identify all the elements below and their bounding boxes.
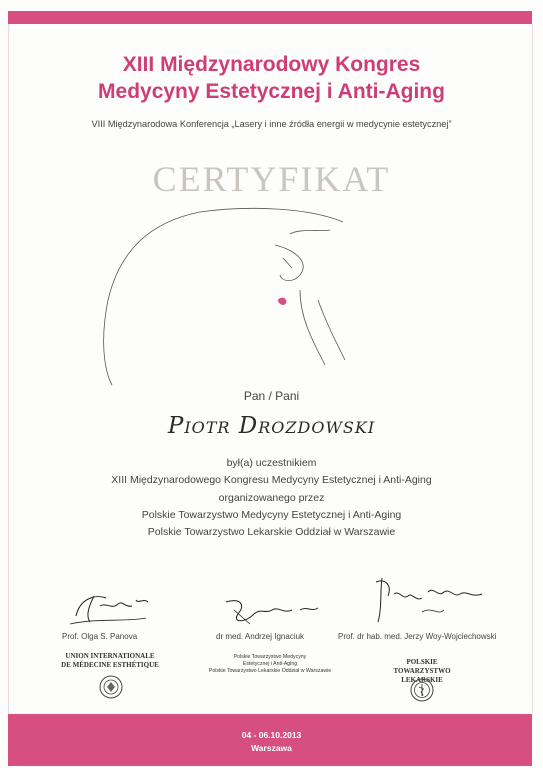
- org-line: POLSKIE: [406, 658, 438, 666]
- event-city: Warszawa: [251, 743, 292, 753]
- org-uime: [52, 652, 168, 670]
- recipient-name: Piotr Drozdowski: [167, 413, 376, 439]
- org-line: DE MÉDECINE ESTHÉTIQUE: [61, 661, 159, 669]
- org-line: UNION INTERNATIONALE: [65, 652, 155, 660]
- organized-by-line: organizowanego przez: [218, 492, 325, 504]
- signature-ignaciuk: [220, 592, 330, 628]
- org-line: TOWARZYSTWO LEKARSKIE: [393, 667, 451, 684]
- org-line: Polskie Towarzystwo Medycyny: [233, 654, 307, 660]
- signatory-name: Prof. dr hab. med. Jerzy Woy-Wojciechowski: [338, 632, 497, 641]
- congress-title-line-2: Medycyny Estetycznej i Anti-Aging: [98, 80, 445, 103]
- certificate-heading: CERTYFIKAT: [152, 159, 391, 199]
- uime-seal-icon: [98, 674, 124, 700]
- signatory-name: Prof. Olga S. Panova: [62, 632, 138, 641]
- organizer-line-1: Polskie Towarzystwo Medycyny Estetycznej i Anti-Aging: [141, 509, 402, 521]
- signatory-name: dr med. Andrzej Ignaciuk: [216, 632, 305, 641]
- signature-woy-wojciechowski: [372, 572, 492, 628]
- conference-subtitle: VIII Międzynarodowa Konferencja „Lasery i inne źródła energii w medycynie estetycznej”: [91, 119, 452, 129]
- salutation: Pan / Pani: [243, 389, 300, 403]
- org-line: Polskie Towarzystwo Lekarskie Oddział w Warszawie: [208, 668, 332, 674]
- congress-title-line-1: XIII Międzynarodowy Kongres: [122, 53, 421, 76]
- org-line: Estetycznej i Anti-Aging: [242, 661, 298, 667]
- org-ptmeaa: [184, 654, 356, 675]
- signature-panova: [66, 588, 156, 628]
- event-date: 04 - 06.10.2013: [241, 730, 302, 740]
- lips-mark: [278, 298, 286, 305]
- congress-line: XIII Międzynarodowego Kongresu Medycyny Estetycznej i Anti-Aging: [111, 474, 432, 486]
- participation-line: był(a) uczestnikiem: [226, 457, 317, 469]
- organizer-line-2: Polskie Towarzystwo Lekarskie Oddział w Warszawie: [147, 526, 396, 538]
- ptl-seal-icon: [409, 677, 435, 703]
